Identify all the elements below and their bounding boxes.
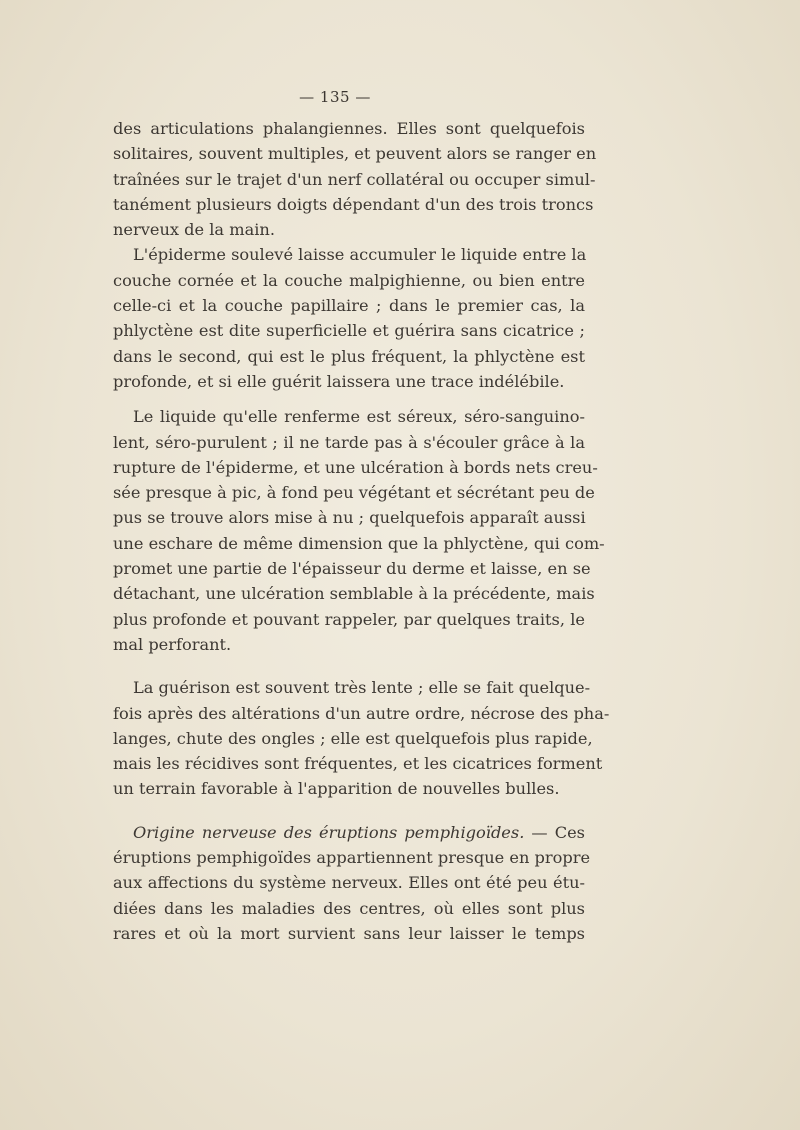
text-line: fois après des altérations d'un autre ordre, nécrose des pha-	[113, 703, 610, 723]
text-line: promet une partie de l'épaisseur du derme et laisse, en se	[113, 559, 591, 579]
body-text	[113, 116, 610, 946]
text-line: celle-ci et la couche papillaire ; dans le premier cas, la	[113, 296, 585, 316]
paragraph	[113, 116, 597, 242]
text-line: pus se trouve alors mise à nu ; quelquefois apparaît aussi	[113, 508, 586, 528]
text-line: La guérison est souvent très lente ; elle se fait quelque-	[133, 678, 591, 698]
text-line: Le liquide qu'elle renferme est séreux, séro-sanguino-	[133, 407, 585, 427]
section-heading-line	[113, 820, 585, 845]
text-line: profonde, et si elle guérit laissera une trace indélébile.	[113, 371, 565, 391]
text-line: une eschare de même dimension que la phlyctène, qui com-	[113, 533, 605, 553]
text-line: nerveux de la main.	[113, 220, 275, 240]
text-line: mais les récidives sont fréquentes, et les cicatrices forment	[113, 754, 603, 774]
paragraph	[113, 675, 610, 801]
text-line: aux affections du système nerveux. Elles ont été peu étu-	[113, 873, 585, 893]
text-line: traînées sur le trajet d'un nerf collatéral ou occuper simul-	[113, 169, 596, 189]
paragraph	[113, 404, 605, 657]
text-line: langes, chute des ongles ; elle est quelquefois plus rapide,	[113, 728, 593, 748]
text-line: phlyctène est dite superficielle et guérira sans cicatrice ;	[113, 321, 585, 341]
page-number: — 135 —	[299, 88, 371, 106]
text-line: solitaires, souvent multiples, et peuvent alors se ranger en	[113, 144, 597, 164]
text-line: des articulations phalangiennes. Elles sont quelquefois	[113, 119, 585, 138]
heading-continuation: — Ces	[524, 822, 585, 842]
text-line: un terrain favorable à l'apparition de nouvelles bulles.	[113, 779, 560, 799]
text-line: détachant, une ulcération semblable à la précédente, mais	[113, 584, 595, 604]
text-line: diées dans les maladies des centres, où elles sont plus	[113, 898, 585, 918]
text-line: rupture de l'épiderme, et une ulcération à bords nets creu-	[113, 457, 598, 477]
text-line: tanément plusieurs doigts dépendant d'un des trois troncs	[113, 194, 594, 214]
text-line: plus profonde et pouvant rappeler, par quelques traits, le	[113, 609, 585, 629]
section-heading: Origine nerveuse des éruptions pemphigoïdes.	[133, 822, 525, 842]
text-line: sée presque à pic, à fond peu végétant et sécrétant peu de	[113, 483, 595, 503]
text-line: L'épiderme soulevé laisse accumuler le liquide entre la	[133, 245, 587, 265]
text-line: couche cornée et la couche malpighienne, ou bien entre	[113, 270, 585, 290]
text-line: dans le second, qui est le plus fréquent, la phlyctène est	[113, 346, 585, 366]
text-line: éruptions pemphigoïdes appartiennent presque en propre	[113, 848, 591, 868]
text-line: rares et où la mort survient sans leur laisser le temps	[113, 923, 585, 943]
paragraph	[113, 820, 591, 946]
text-line: mal perforant.	[113, 634, 232, 654]
text-line: lent, séro-purulent ; il ne tarde pas à s'écouler grâce à la	[113, 432, 585, 452]
paragraph	[113, 242, 585, 394]
